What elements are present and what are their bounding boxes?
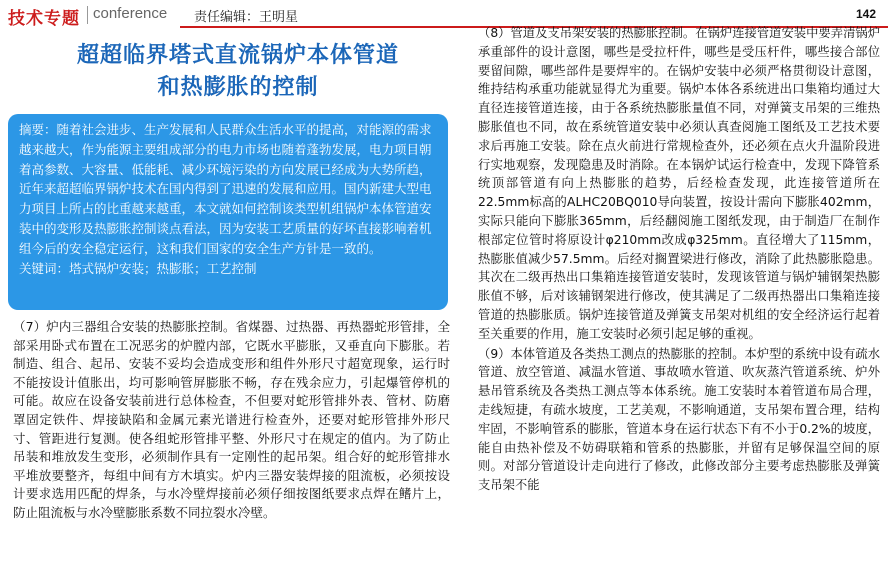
paragraph-8: （8）管道及支吊架安装的热膨胀控制。在锅炉连接管道安装中要弄清锅炉承重部件的设计意图，哪些是受拉杆件，哪些是受压杆件，哪些接合部位要留间隙，哪些部件是要焊牢的。在锅炉安装中必须严格贯彻设计意图，维持结构承重功能就显得尤为重要。锅炉本体各系统进出口集箱均通过大直径连接管道连接，由于各系统热膨胀量值不同，对弹簧支吊架的三维热膨胀值也不同，故在系统管道安装中必须认真查阅施工图纸及工艺技术要求后再施工安装。除在点火前进行常规检查外，还必须在点火升温阶段进行实地观察，发现隐患及时消除。在本锅炉试运行检查中，发现下降管系统顶部管道有向上热膨胀的趋势，后经检查发现，此连接管道所在22.5mm标高的ALHC20BQ010导向装置，按设计需向下膨胀402mm，实际只能向下膨胀365mm，后经翻阅施工图纸发现，由于制造厂在制作根部定位管时将原设计φ210mm改成φ325mm。直径增大了115mm，热膨胀值减少57.5mm。后经对搁置梁进行修改，消除了此热膨胀隐患。其次在二级再热出口集箱连接管道安装时，发现该管道与锅炉辅钢架热膨胀值不够，后对该辅钢架进行修改，使其满足了二级再热器出口集箱连接管道的热膨胀质。锅炉连接管道及弹簧支吊架对机组的安全经济运行起着至关重要的作用，施工安装时必须引起足够的重视。 [478,26,880,341]
article-title-line2: 和热膨胀的控制 [157,75,319,100]
section-brand: 技术专题 [8,9,80,29]
page-number: 142 [855,7,876,21]
article-title-line1: 超超临界塔式直流锅炉本体管道 [76,43,399,68]
left-column [13,318,450,523]
abstract-text: 摘要：随着社会进步、生产发展和人民群众生活水平的提高，对能源的需求越来越大，作为能源主要组成部分的电力市场也随着蓬勃发展，电力项目朝着高参数、大容量、低能耗、减少环境污染的方向发展已经成为大势所趋，近年来超超临界锅炉技术在国内得到了迅速的发展和应用。国内新建大型电力项目上所占的比重越来越重，本文就如何控制该类型机组锅炉本体管道安装中的变形及热膨胀控制谈点看法，因为安装工艺质量的好坏直接影响着机组今后的安全稳定运行，这和我们国家的安全生产方针是一致的。 [19,122,432,256]
paragraph-9: （9）本体管道及各类热工测点的热膨胀的控制。本炉型的系统中设有疏水管道、放空管道、减温水管道、事故喷水管道、吹灰蒸汽管道系统、炉外悬吊管系统及各类热工测点等本体系统。施工安装时本着管道布局合理，走线短捷，有疏水坡度，工艺美观，不影响通道，支吊架布置合理，结构牢固，不影响管系的膨胀，管道本身在运行状态下有不小于0.2%的坡度，能自由热补偿及不妨碍联箱和管系的热膨胀，并留有足够保温空间的原则。对部分管道设计走向进行了修改，此修改部分主要考虑热膨胀及弹簧支吊架不能 [478,346,880,493]
abstract-box [8,114,448,310]
right-column [478,24,880,495]
article-title [12,40,464,104]
section-brand-en: conference [93,5,168,22]
keywords-text: 关键词：塔式锅炉安装；热膨胀；工艺控制 [19,260,257,276]
header-divider [87,6,88,24]
paragraph-7: （7）炉内三器组合安装的热膨胀控制。省煤器、过热器、再热器蛇形管排，全部采用卧式布置在工况恶劣的炉膛内部，它既水平膨胀，又垂直向下膨胀。若制造、组合、起吊、安装不妥均会造成变形和组件外形尺寸超宽现象，运行时不能按设计值胀出，均可影响管屏膨胀不畅，存在残余应力，引起爆管停机的可能。故应在设备安装前进行总体检查，不但要对蛇形管排外表、管材、防磨罩固定铁件、焊接缺陷和金属元素光谱进行检查外，还要对蛇形管排外形尺寸、管距进行复测。使各组蛇形管排平整、外形尺寸在规定的值内。为了防止吊装和堆放发生变形，必须制作具有一定刚性的起吊架。组合好的蛇形管排水平堆放要整齐，每组中间有方木填实。炉内三器安装焊接的阻流板，必须按设计要求选用匹配的焊条，与水冷壁焊接前必须仔细按图纸要求点焊在鳍片上，防止阻流板与水冷壁膨胀系数不同拉裂水冷壁。 [13,319,450,520]
editor-credit: 责任编辑：王明星 [194,10,299,25]
